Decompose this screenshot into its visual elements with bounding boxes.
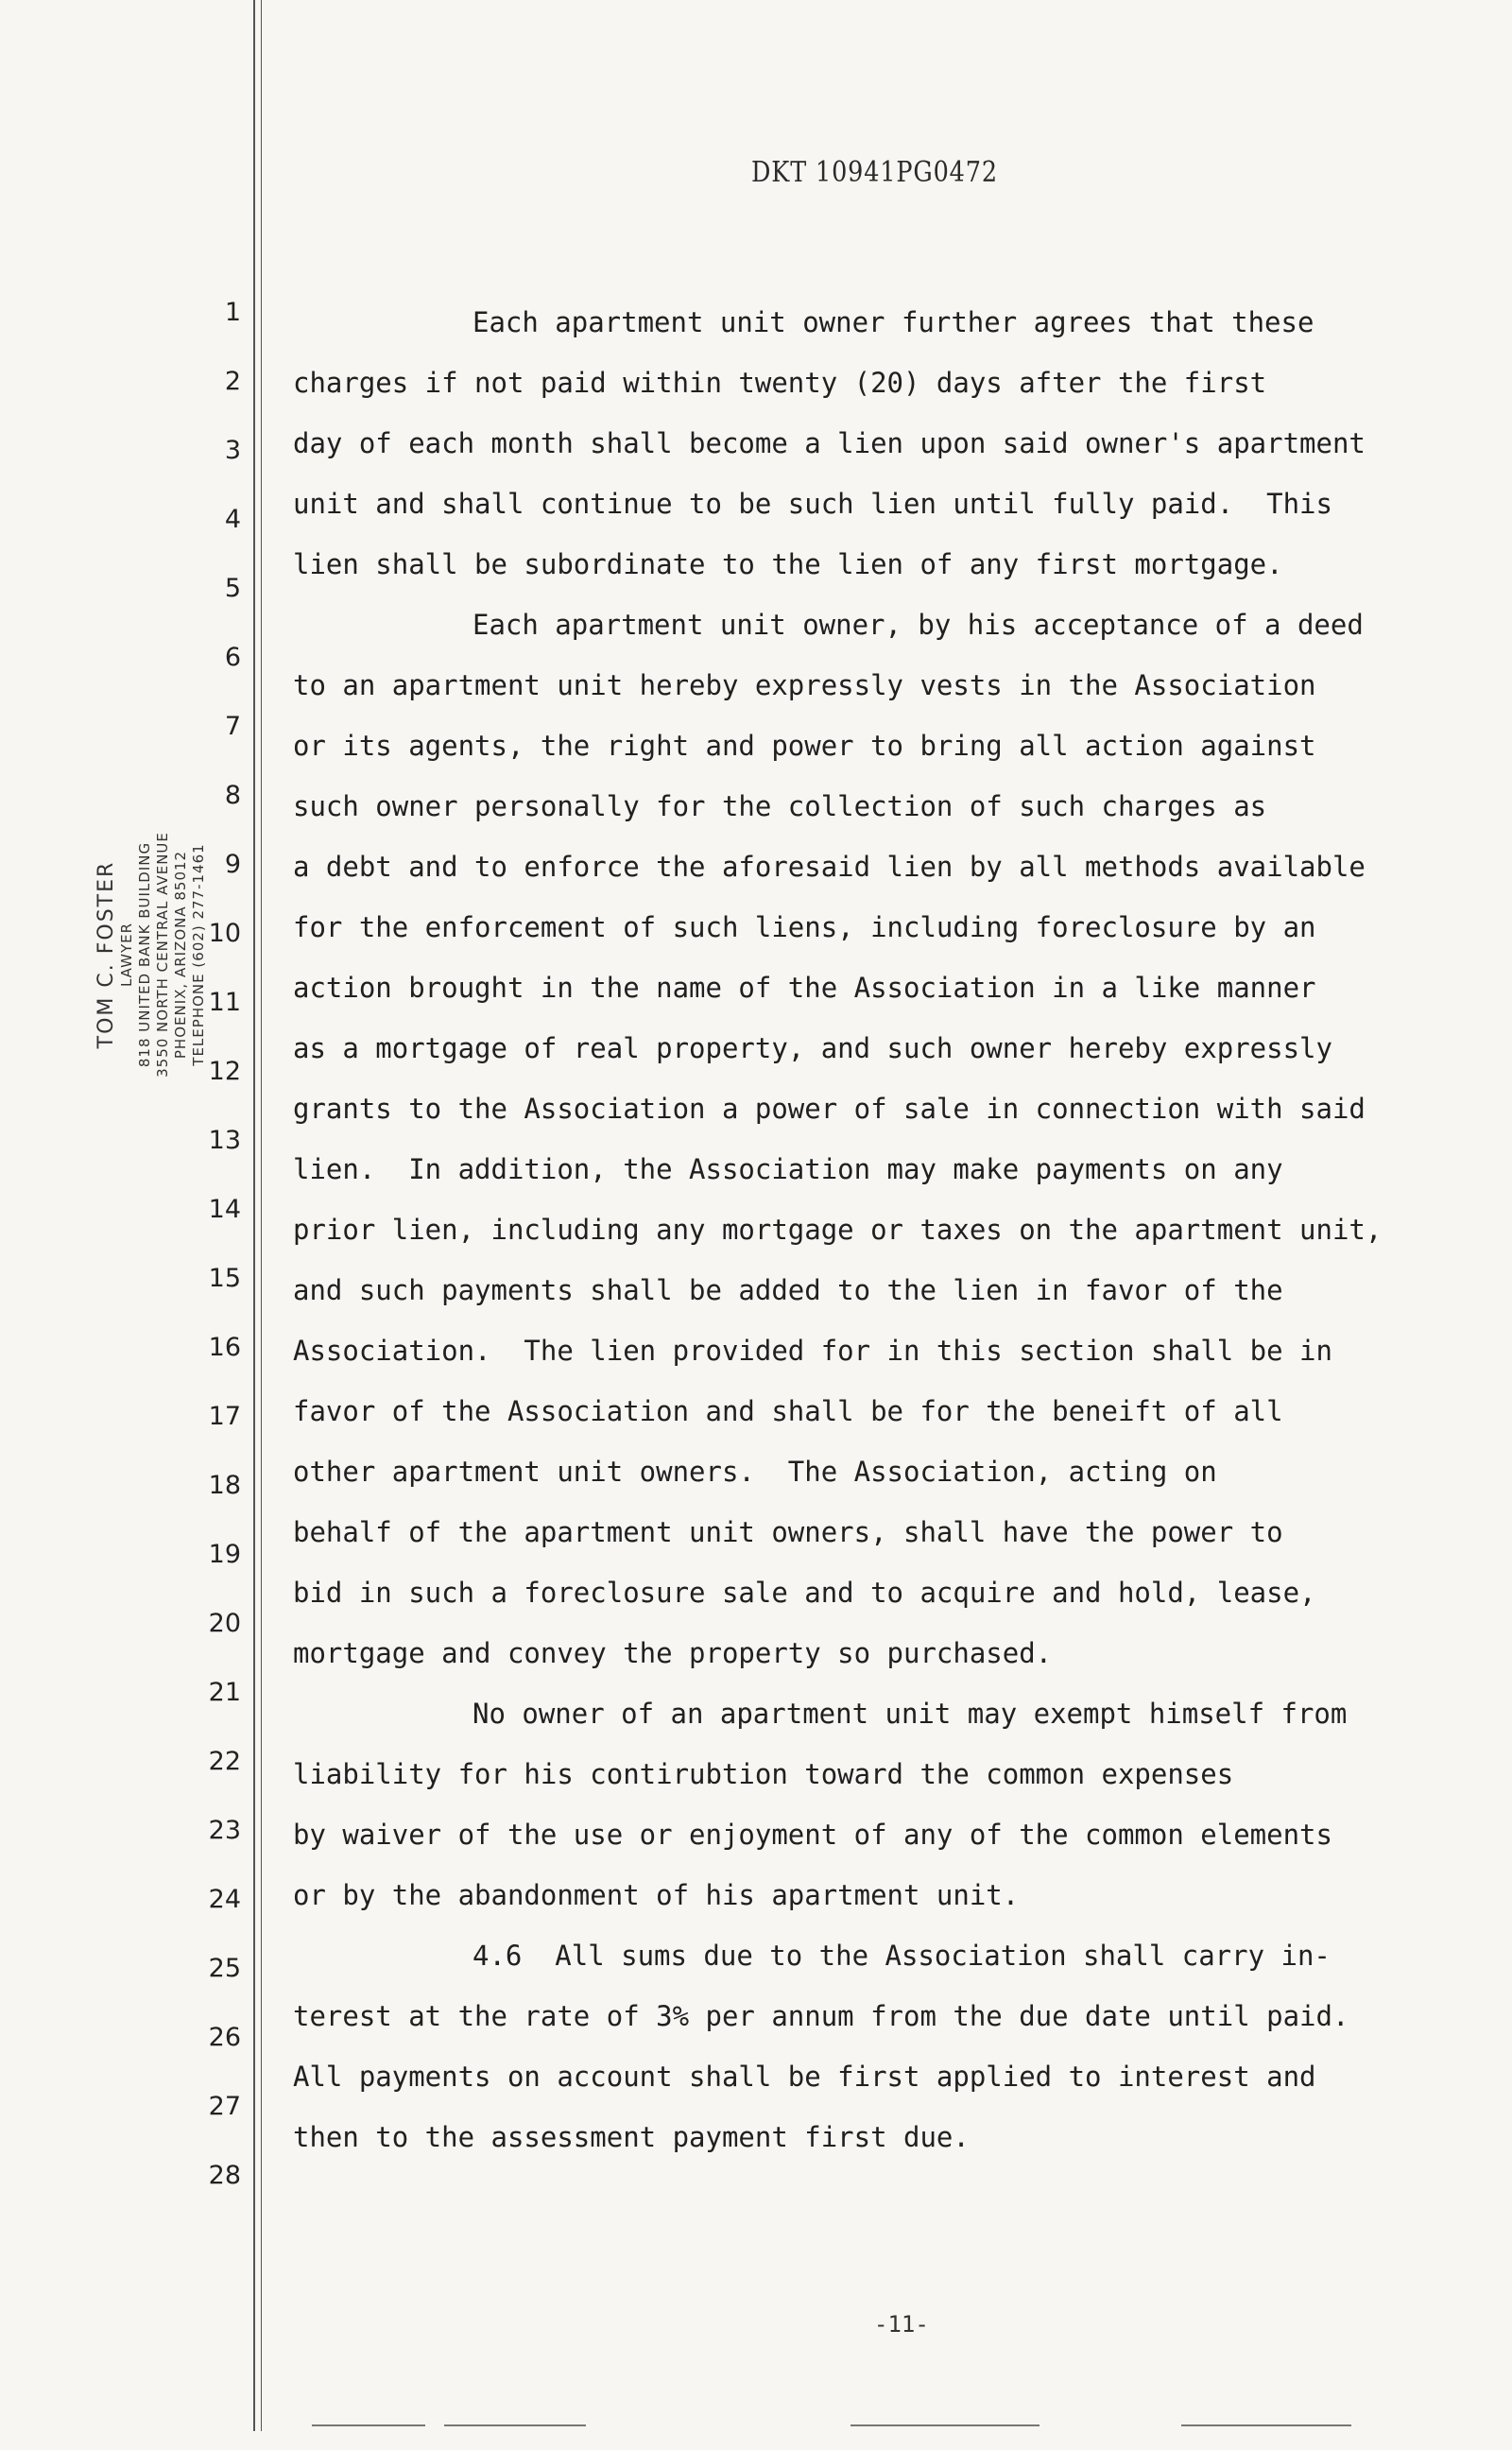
letterhead-title: LAWYER <box>118 922 135 988</box>
line-number: 17 <box>208 1402 241 1431</box>
text-line: mortgage and convey the property so purchased. <box>293 1637 1053 1669</box>
line-number: 15 <box>208 1264 241 1293</box>
text-line: favor of the Association and shall be for the beneift of all <box>293 1395 1283 1427</box>
text-line: action brought in the name of the Association in a like manner <box>293 972 1316 1004</box>
line-number: 12 <box>208 1057 241 1086</box>
line-number: 10 <box>208 919 241 948</box>
line-number: 2 <box>224 367 241 396</box>
line-number: 14 <box>208 1195 241 1224</box>
line-number: 18 <box>208 1471 241 1500</box>
text-line: prior lien, including any mortgage or taxes on the apartment unit, <box>293 1214 1383 1246</box>
line-number: 16 <box>208 1333 241 1362</box>
scan-artifact-rule <box>850 2424 1040 2426</box>
line-number: 6 <box>224 643 241 672</box>
line-number: 13 <box>208 1126 241 1155</box>
text-line: unit and shall continue to be such lien until fully paid. This <box>293 488 1332 520</box>
text-line: a debt and to enforce the aforesaid lien by all methods available <box>293 851 1366 883</box>
text-line: grants to the Association a power of sale in connection with said <box>293 1093 1366 1125</box>
text-line: terest at the rate of 3% per annum from the due date until paid. <box>293 2000 1349 2032</box>
letterhead-line: PHOENIX, ARIZONA 85012 <box>172 850 189 1060</box>
line-number: 5 <box>224 574 241 603</box>
text-line: or by the abandonment of his apartment unit. <box>293 1879 1020 1911</box>
text-line: Each apartment unit owner, by his acceptance of a deed <box>472 609 1364 641</box>
line-number: 24 <box>208 1885 241 1914</box>
scan-artifact-rule <box>1181 2424 1351 2426</box>
line-number: 23 <box>208 1816 241 1845</box>
text-line: then to the assessment payment first due. <box>293 2121 970 2153</box>
text-line: liability for his contirubtion toward the common expenses <box>293 1758 1234 1790</box>
text-line: bid in such a foreclosure sale and to acquire and hold, lease, <box>293 1577 1316 1609</box>
text-line: lien. In addition, the Association may make payments on any <box>293 1153 1283 1185</box>
margin-rule-inner <box>261 0 262 2431</box>
text-line: other apartment unit owners. The Association, acting on <box>293 1456 1217 1488</box>
letterhead-line: 818 UNITED BANK BUILDING <box>136 841 153 1068</box>
text-line: 4.6 All sums due to the Association shall carry in- <box>472 1940 1331 1972</box>
line-number: 7 <box>224 712 241 741</box>
scan-artifact-rule <box>312 2424 425 2426</box>
text-line: No owner of an apartment unit may exempt himself from <box>472 1698 1348 1730</box>
text-line: charges if not paid within twenty (20) days after the first <box>293 367 1267 399</box>
line-number: 19 <box>208 1540 241 1569</box>
lawyer-letterhead <box>94 756 236 1153</box>
page-number: -11- <box>874 2311 929 2338</box>
text-line: All payments on account shall be first applied to interest and <box>293 2061 1316 2093</box>
text-line: by waiver of the use or enjoyment of any of the common elements <box>293 1819 1332 1851</box>
line-number: 3 <box>224 436 241 465</box>
text-line: for the enforcement of such liens, including foreclosure by an <box>293 911 1316 943</box>
scan-artifact-rule <box>444 2424 586 2426</box>
line-number: 21 <box>208 1678 241 1707</box>
text-line: Each apartment unit owner further agrees that these <box>472 306 1314 338</box>
text-line: lien shall be subordinate to the lien of any first mortgage. <box>293 548 1283 580</box>
line-number: 27 <box>208 2092 241 2121</box>
text-line: such owner personally for the collection of such charges as <box>293 790 1267 822</box>
line-number: 11 <box>208 988 241 1017</box>
text-line: and such payments shall be added to the lien in favor of the <box>293 1274 1283 1306</box>
line-number: 8 <box>224 781 241 810</box>
text-line: to an apartment unit hereby expressly vests in the Association <box>293 669 1316 701</box>
text-line: Association. The lien provided for in this section shall be in <box>293 1335 1332 1367</box>
margin-rule <box>253 0 255 2431</box>
line-number: 22 <box>208 1747 241 1776</box>
line-number: 28 <box>208 2161 241 2190</box>
letterhead-name: TOM C. FOSTER <box>94 860 118 1049</box>
line-number: 20 <box>208 1609 241 1638</box>
line-number: 25 <box>208 1954 241 1983</box>
letterhead-line: TELEPHONE (602) 277-1461 <box>190 843 207 1066</box>
recording-stamp: DKT 10941PG0472 <box>751 156 998 189</box>
line-number: 1 <box>224 298 241 327</box>
text-line: or its agents, the right and power to bring all action against <box>293 730 1316 762</box>
line-number: 9 <box>224 850 241 879</box>
line-number: 4 <box>224 505 241 534</box>
text-line: day of each month shall become a lien upon said owner's apartment <box>293 427 1366 459</box>
line-number: 26 <box>208 2023 241 2052</box>
letterhead-line: 3550 NORTH CENTRAL AVENUE <box>154 832 171 1078</box>
text-line: behalf of the apartment unit owners, shall have the power to <box>293 1516 1283 1548</box>
text-line: as a mortgage of real property, and such owner hereby expressly <box>293 1032 1332 1064</box>
